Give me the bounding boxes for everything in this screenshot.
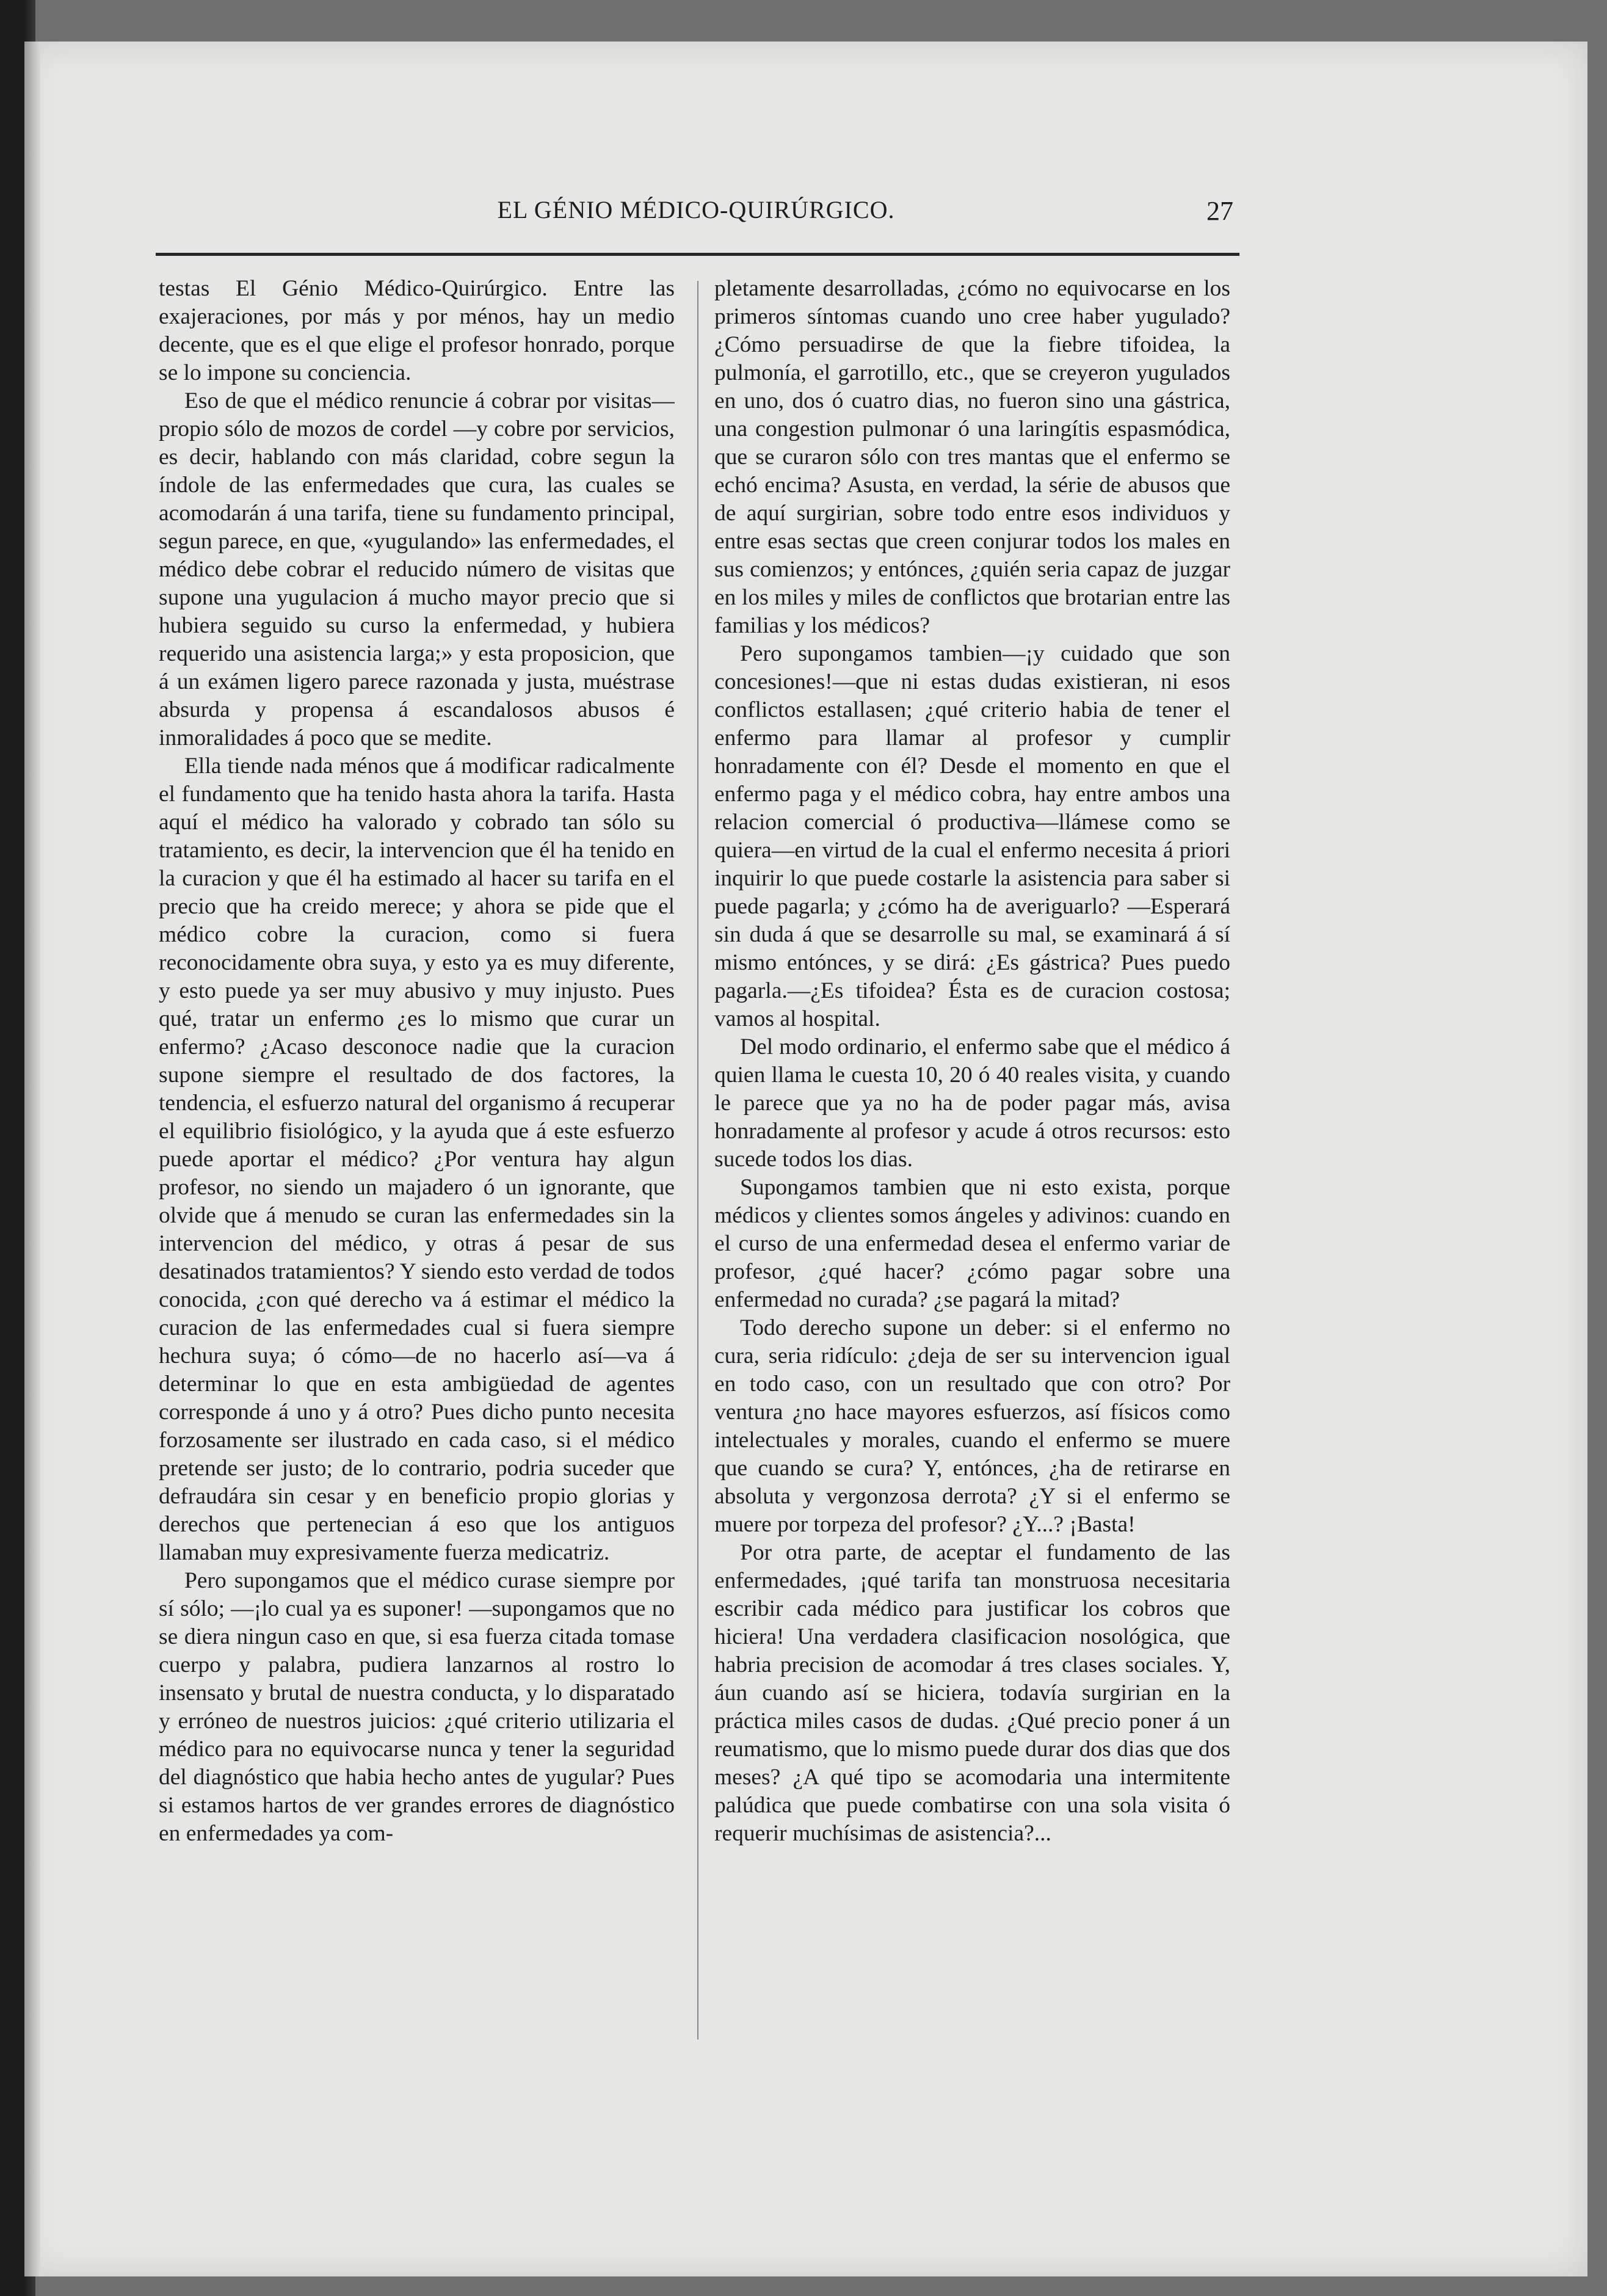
paragraph: Ella tiende nada ménos que á modificar radicalmente el fundamento que ha tenido hasta ahora la tarifa. Hasta aquí el médico ha valorado y cobrado tan sólo su tratamiento, es decir, la intervencion que él ha tenido en la curacion y que él ha estimado al hacer su tarifa en el precio que ha creido merece; y ahora se pide que el médico cobre la curacion, como si fuera reconocidamente obra suya, y esto ya es muy diferente, y esto puede ya ser muy abusivo y muy injusto. Pues qué, tratar un enfermo ¿es lo mismo que curar un enfermo? ¿Acaso desconoce nadie que la curacion supone siempre el resultado de dos factores, la tendencia, el esfuerzo natural del organismo á recuperar el equilibrio fisiológico, y la ayuda que á este esfuerzo puede aportar el médico? ¿Por ventura hay algun profesor, no siendo un majadero ó un ignorante, que olvide que á menudo se curan las enfermedades sin la intervencion del médico, y otras á pesar de sus desatinados tratamientos? Y siendo esto verdad de todos conocida, ¿con qué derecho va á estimar el médico la curacion de las enfermedades cual si fuera siempre hechura suya; ó cómo—de no hacerlo así—va á determinar lo que en esta ambigüedad de agentes corresponde á uno y á otro? Pues dicho punto necesita forzosamente ser ilustrado en cada caso, si el médico pretende ser justo; de lo contrario, podria suceder que defraudára sin cesar y en beneficio propio glorias y derechos que pertenecian á eso que los antiguos llamaban muy expresivamente fuerza medicatriz. (159, 754, 675, 1565)
left-column (159, 275, 675, 2058)
page-gutter-shadow (24, 42, 40, 2276)
column-divider (697, 281, 698, 2040)
running-header (159, 195, 1233, 244)
page-number: 27 (1206, 196, 1233, 226)
paragraph: testas El Génio Médico-Quirúrgico. Entre las exajeraciones, por más y por ménos, hay un medio decente, que es el que elige el profesor honrado, porque se lo impone su conciencia. (159, 276, 675, 385)
paragraph: Del modo ordinario, el enfermo sabe que el médico á quien llama le cuesta 10, 20 ó 40 reales visita, y cuando le parece que ya no ha de poder pagar más, avisa honradamente al profesor y acude á otros recursos: esto sucede todos los dias. (714, 1034, 1230, 1172)
paragraph: Todo derecho supone un deber: si el enfermo no cura, seria ridículo: ¿deja de ser su intervencion igual en todo caso, con un resultado que con otro? Por ventura ¿no hace mayores esfuerzos, así físicos como intelectuales y morales, cuando el enfermo se muere que cuando se cura? Y, entónces, ¿ha de retirarse en absoluta y vergonzosa derrota? ¿Y si el enfermo se muere por torpeza del profesor? ¿Y...? ¡Basta! (714, 1315, 1230, 1537)
paragraph: Pero supongamos que el médico curase siempre por sí sólo; —¡lo cual ya es suponer! —supongamos que no se diera ningun caso en que, si esa fuerza citada tomase cuerpo y palabra, pudiera lanzarnos al rostro lo insensato y brutal de nuestra conducta, y lo disparatado y erróneo de nuestros juicios: ¿qué criterio utilizaria el médico para no equivocarse nunca y tener la seguridad del diagnóstico que habia hecho antes de yugular? Pues si estamos hartos de ver grandes errores de diagnóstico en enfermedades ya com- (159, 1568, 675, 1846)
paragraph: Pero supongamos tambien—¡y cuidado que son concesiones!—que ni estas dudas existieran, ni esos conflictos estallasen; ¿qué criterio habia de tener el enfermo para llamar al profesor y cumplir honradamente con él? Desde el momento en que el enfermo paga y el médico cobra, hay entre ambos una relacion comercial ó productiva—llámese como se quiera—en virtud de la cual el enfermo necesita á priori inquirir lo que puede costarle la asistencia para saber si puede pagarla; y ¿cómo ha de averiguarlo? —Esperará sin duda á que se desarrolle su mal, se examinará á sí mismo entónces, y se dirá: ¿Es gástrica? Pues puedo pagarla.—¿Es tifoidea? Ésta es de curacion costosa; vamos al hospital. (714, 641, 1230, 1031)
running-title: EL GÉNIO MÉDICO-QUIRÚRGICO. (497, 196, 895, 223)
paragraph: Eso de que el médico renuncie á cobrar por visitas—propio sólo de mozos de cordel —y cobre por servicios, es decir, hablando con más claridad, cobre segun la índole de las enfermedades que cura, las cuales se acomodarán á una tarifa, tiene su fundamento principal, segun parece, en que, «yugulando» las enfermedades, el médico debe cobrar el reducido número de visitas que supone una yugulacion á mucho mayor precio que si hubiera seguido su curso la enfermedad, y hubiera requerido una asistencia larga;» y esta proposicion, que á un exámen ligero parece razonada y justa, muéstrase absurda y propensa á escandalosos abusos é inmoralidades á poco que se medite. (159, 388, 675, 750)
header-rule (156, 253, 1239, 256)
paragraph: Supongamos tambien que ni esto exista, porque médicos y clientes somos ángeles y adivinos: cuando en el curso de una enfermedad desea el enfermo variar de profesor, ¿qué hacer? ¿cómo pagar sobre una enfermedad no curada? ¿se pagará la mitad? (714, 1175, 1230, 1312)
right-column (714, 275, 1230, 2058)
paragraph: Por otra parte, de aceptar el fundamento de las enfermedades, ¡qué tarifa tan monstruosa necesitaria escribir cada médico para justificar los cobros que hiciera! Una verdadera clasificacion nosológica, que habria precision de acomodar á tres clases sociales. Y, áun cuando así se hiciera, todavía surgirian en la práctica miles casos de dudas. ¿Qué precio poner á un reumatismo, que lo mismo puede durar dos dias que dos meses? ¿A qué tipo se acomodaria una intermitente palúdica que puede combatirse con una sola visita ó requerir muchísimas de asistencia?... (714, 1540, 1230, 1846)
paragraph: pletamente desarrolladas, ¿cómo no equivocarse en los primeros síntomas cuando uno cree haber yugulado? ¿Cómo persuadirse de que la fiebre tifoidea, la pulmonía, el garrotillo, etc., que se creyeron yugulados en uno, dos ó cuatro dias, no fueron sino una gástrica, una congestion pulmonar ó una laringítis espasmódica, que se curaron sólo con tres mantas que el enfermo se echó encima? Asusta, en verdad, la série de abusos que de aquí surgirian, sobre todo entre esos individuos y entre esas sectas que creen conjurar todos los males en sus comienzos; y entónces, ¿quién seria capaz de juzgar en los miles y miles de conflictos que brotarian entre las familias y los médicos? (714, 276, 1230, 638)
